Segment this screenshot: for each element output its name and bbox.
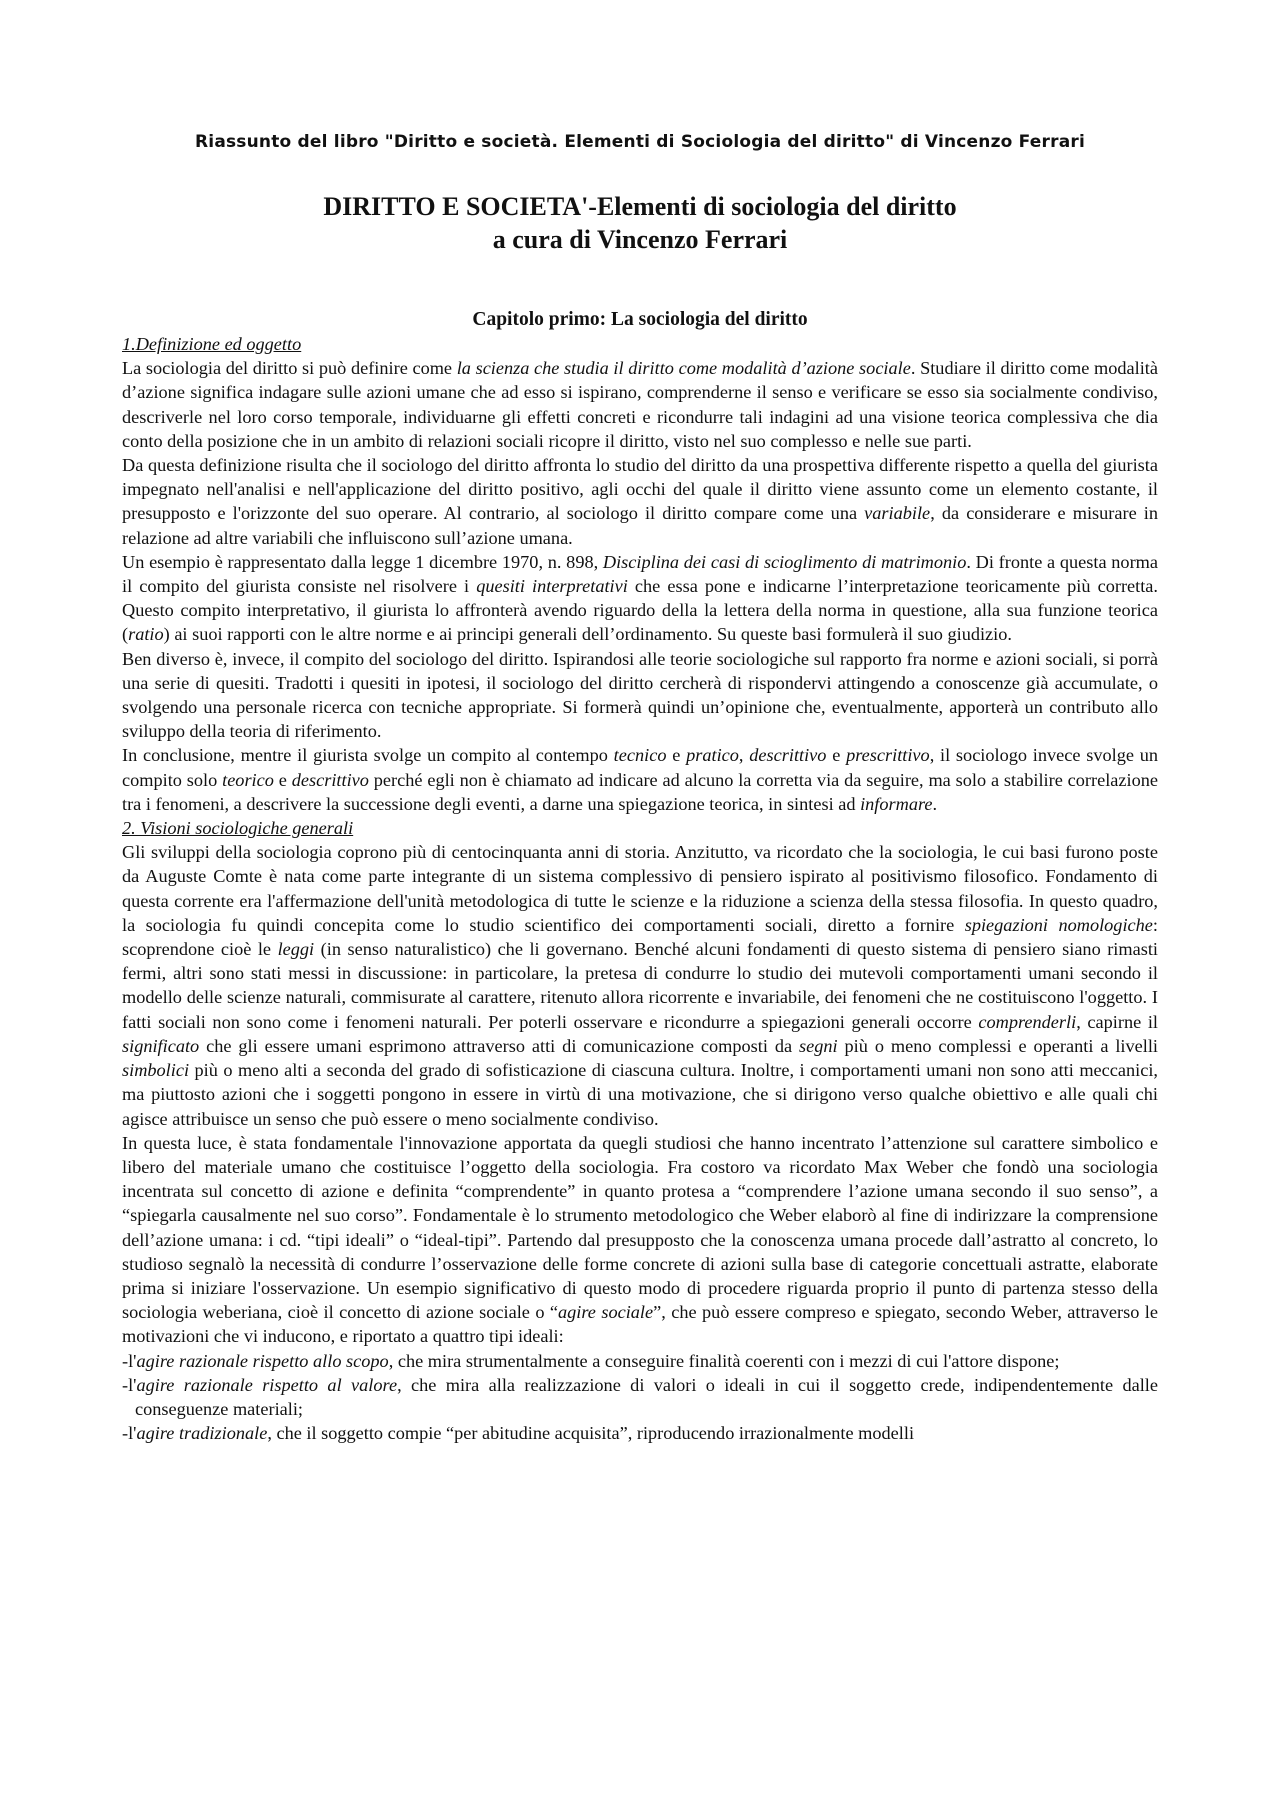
section-1-heading: 1.Definizione ed oggetto (122, 334, 302, 354)
list-item: -l'agire tradizionale, che il soggetto compie “per abitudine acquisita”, riproducendo irrazionalmente modelli (122, 1423, 915, 1444)
section-1-paragraph-1: La sociologia del diritto si può definire come la scienza che studia il diritto come modalità d’azione sociale. Studiare il diritto come modalità d’azione significa indagare sulle azioni umane che ad esso si ispirano, comprenderne il senso e verificare se esso sia socialmente condiviso, descriverle nel loro corso temporale, individuarne gli effetti concreti e ricondurre tali indagini ad una visione teorica complessiva che dia conto della posizione che in un ambito di relazioni sociali ricopre il diritto, visto nel suo complesso e nelle sue parti. (122, 358, 1158, 451)
list-item: -l'agire razionale rispetto allo scopo, che mira strumentalmente a conseguire finalità coerenti con i mezzi di cui l'attore dispone; (122, 1350, 1060, 1371)
section-1-paragraph-4: Ben diverso è, invece, il compito del sociologo del diritto. Ispirandosi alle teorie sociologiche sul rapporto fra norme e azioni sociali, si porrà una serie di quesiti. Tradotti i quesiti in ipotesi, il sociologo del diritto cercherà di rispondervi attingendo a conoscenze già accumulate, o svolgendo una personale ricerca con tecniche appropriate. Si formerà quindi un’opinione che, eventualmente, apporterà un contributo allo sviluppo della teoria di riferimento. (122, 648, 1158, 742)
section-2-heading: 2. Visioni sociologiche generali (122, 818, 354, 839)
title-line-2: a cura di Vincenzo Ferrari (492, 225, 788, 254)
section-2-paragraph-1: Gli sviluppi della sociologia coprono più di centocinquanta anni di storia. Anzitutto, va ricordato che la sociologia, le cui basi furono poste da Auguste Comte è nata come parte integrante di un sistema complessivo di pensiero ispirato al positivismo filosofico. Fondamento di questa corrente era l'affermazione dell'unità metodologica di tutte le scienze e la riduzione a scienza della stessa filosofia. In questo quadro, la sociologia fu quindi concepita come lo studio scientifico dei comportamenti sociali, diretto a fornire spiegazioni nomologiche: scoprendone cioè le leggi (in senso naturalistico) che li governano. Benché alcuni fondamenti di questo sistema di pensiero siano rimasti fermi, altri sono stati messi in discussione: in particolare, la pretesa di condurre lo studio dei mutevoli comportamenti umani secondo il modello delle scienze naturali, commisurate al carattere, ritenuto allora ricorrente e invariabile, dei fenomeni che ne costituiscono l'oggetto. I fatti sociali non sono come i fenomeni naturali. Per poterli osservare e ricondurre a spiegazioni generali occorre comprenderli, capirne il significato che gli essere umani esprimono attraverso atti di comunicazione composti da segni più o meno complessi e operanti a livelli simbolici più o meno alti a seconda del grado di sofisticazione di ciascuna cultura. Inoltre, i comportamenti umani non sono atti meccanici, ma piuttosto azioni che i soggetti pongono in essere in virtù di una motivazione, che si dirigono verso qualche obiettivo e alle quali chi agisce attribuisce un senso che può essere o meno socialmente condiviso. (122, 842, 1159, 1129)
document-header: Riassunto del libro "Diritto e società. Elementi di Sociologia del diritto" di Vincenzo Ferrari (195, 132, 1085, 152)
body-text (122, 332, 1158, 1445)
section-1-paragraph-5: In conclusione, mentre il giurista svolge un compito al contempo tecnico e pratico, descrittivo e prescrittivo, il sociologo invece svolge un compito solo teorico e descrittivo perché egli non è chiamato ad indicare ad alcuno la corretta via da seguire, ma solo a stabilire correlazione tra i fenomeni, a descrivere la successione degli eventi, a darne una spiegazione teorica, in sintesi ad informare. (122, 745, 1159, 814)
section-1-paragraph-2: Da questa definizione risulta che il sociologo del diritto affronta lo studio del diritto da una prospettiva differente rispetto a quella del giurista impegnato nell'analisi e nell'applicazione del diritto positivo, agli occhi del quale il diritto viene assunto come un elemento costante, il presupposto e l'orizzonte del suo operare. Al contrario, al sociologo il diritto compare come una variabile, da considerare e misurare in relazione ad altre variabili che influiscono sull’azione umana. (122, 455, 1159, 548)
section-1-paragraph-3: Un esempio è rappresentato dalla legge 1 dicembre 1970, n. 898, Disciplina dei casi di scioglimento di matrimonio. Di fronte a questa norma il compito del giurista consiste nel risolvere i quesiti interpretativi che essa pone e indicarne l’interpretazione teoricamente più corretta. Questo compito interpretativo, il giurista lo affronterà avendo riguardo della la lettera della norma in questione, alla sua funzione teorica (ratio) ai suoi rapporti con le altre norme e ai principi generali dell’ordinamento. Su queste basi formulerà il suo giudizio. (122, 551, 1158, 645)
document-title (122, 190, 1158, 256)
title-line-1: DIRITTO E SOCIETA'-Elementi di sociologia del diritto (323, 192, 957, 221)
chapter-heading: Capitolo primo: La sociologia del diritto (472, 309, 808, 330)
section-2-paragraph-2: In questa luce, è stata fondamentale l'innovazione apportata da quegli studiosi che hanno incentrato l’attenzione sul carattere simbolico e libero del materiale umano che costituisce l’oggetto della sociologia. Fra costoro va ricordato Max Weber che fondò una sociologia incentrata sul concetto di azione e definita “comprendente” in quanto protesa a “comprendere l’azione umana secondo il suo senso”, a “spiegarla causalmente nel suo corso”. Fondamentale è lo strumento metodologico che Weber elaborò al fine di indirizzare la comprensione dell’azione umana: i cd. “tipi ideali” o “ideal-tipi”. Partendo dal presupposto che la conoscenza umana procede dall’astratto al concreto, lo studioso segnalò la necessità di condurre l’osservazione delle forme concrete di azioni sulla base di categorie concettuali astratte, elaborate prima si iniziare l'osservazione. Un esempio significativo di questo modo di procedere riguarda proprio il punto di partenza stesso della sociologia weberiana, cioè il concetto di azione sociale o “agire sociale”, che può essere compreso e spiegato, secondo Weber, attraverso le motivazioni che vi inducono, e riportato a quattro tipi ideali: (122, 1132, 1158, 1347)
list-item: -l'agire razionale rispetto al valore, che mira alla realizzazione di valori o ideali in cui il soggetto crede, indipendentemente dalle conseguenze materiali; (122, 1374, 1158, 1419)
